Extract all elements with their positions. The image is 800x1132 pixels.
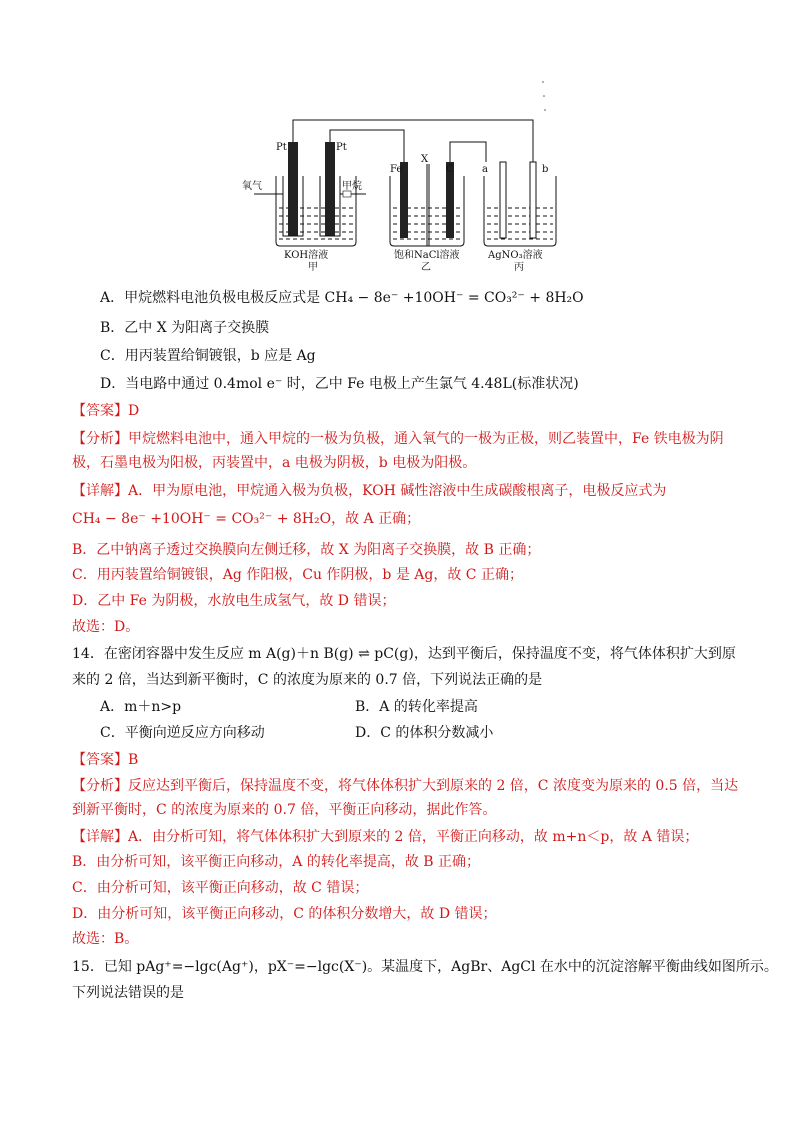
q13-option-b: B．乙中 X 为阳离子交换膜 xyxy=(100,320,270,336)
q14-option-c: C．平衡向逆反应方向移动 xyxy=(100,725,265,741)
label-agno3: AgNO₃溶液 xyxy=(488,250,543,261)
label-oxygen: 氧气 xyxy=(242,181,262,192)
label-pt-right: Pt xyxy=(336,142,347,153)
label-yi: 乙 xyxy=(421,262,431,273)
q13-detail-line1: 【详解】A．甲为原电池，甲烷通入极为负极，KOH 碱性溶液中生成碳酸根离子，电极反应式为 xyxy=(72,483,667,499)
label-x: X xyxy=(421,154,429,165)
q13-choose: 故选：D。 xyxy=(72,619,140,635)
label-fe: Fe xyxy=(390,164,403,175)
q14-choose: 故选：B。 xyxy=(72,931,139,947)
label-bing: 丙 xyxy=(514,262,524,273)
electrochemistry-apparatus-figure xyxy=(236,80,566,280)
q14-option-d: D．C 的体积分数减小 xyxy=(355,725,494,741)
label-b: b xyxy=(542,164,549,175)
label-koh: KOH溶液 xyxy=(284,250,329,261)
q14-detail-d: D．由分析可知，该平衡正向移动，C 的体积分数增大，故 D 错误； xyxy=(72,906,497,922)
q13-detail-line2: CH₄ − 8e⁻ +10OH⁻ = CO₃²⁻ + 8H₂O，故 A 正确； xyxy=(72,511,421,527)
q13-option-a: A．甲烷燃料电池负极电极反应式是 CH₄ − 8e⁻ +10OH⁻ = CO₃²⁻ + 8H₂O xyxy=(100,290,584,306)
q13-option-d: D．当电路中通过 0.4mol e⁻ 时，乙中 Fe 电极上产生氯气 4.48L(标准状况) xyxy=(100,376,579,392)
q15-stem-line2: 下列说法错误的是 xyxy=(72,985,184,1001)
q14-analysis-line1: 【分析】反应达到平衡后，保持温度不变，将气体体积扩大到原来的 2 倍，C 浓度变为原来的 0.5 倍，当达 xyxy=(72,778,739,794)
q13-option-c: C．用丙装置给铜镀银，b 应是 Ag xyxy=(100,348,316,364)
q14-detail-a: 【详解】A．由分析可知，将气体体积扩大到原来的 2 倍，平衡正向移动，故 m+n＜p，故 A 错误； xyxy=(72,829,699,845)
q13-analysis-line1: 【分析】甲烷燃料电池中，通入甲烷的一极为负极，通入氧气的一极为正极，则乙装置中，Fe 铁电极为阴 xyxy=(72,431,724,447)
label-jia: 甲 xyxy=(308,262,318,273)
q14-option-b: B．A 的转化率提高 xyxy=(355,699,478,715)
q13-answer: 【答案】D xyxy=(72,403,140,419)
q14-option-a: A．m＋n>p xyxy=(100,699,182,715)
q13-analysis-line2: 极，石墨电极为阳极，丙装置中，a 电极为阴极，b 电极为阳极。 xyxy=(72,455,477,471)
q13-detail-c: C．用丙装置给铜镀银，Ag 作阳极，Cu 作阴极，b 是 Ag，故 C 正确； xyxy=(72,567,523,583)
label-pt-left: Pt xyxy=(276,142,287,153)
label-a: a xyxy=(482,164,488,175)
q14-answer: 【答案】B xyxy=(72,752,139,768)
q15-stem-line1: 15．已知 pAg⁺=−lgc(Ag⁺)，pX⁻=−lgc(X⁻)。某温度下，AgBr、AgCl 在水中的沉淀溶解平衡曲线如图所示。 xyxy=(72,959,778,975)
q14-analysis-line2: 到新平衡时，C 的浓度为原来的 0.7 倍，平衡正向移动，据此作答。 xyxy=(72,802,497,818)
q13-detail-d: D．乙中 Fe 为阴极，水放电生成氢气，故 D 错误； xyxy=(72,593,396,609)
q14-stem-line2: 来的 2 倍，当达到新平衡时，C 的浓度为原来的 0.7 倍，下列说法正确的是 xyxy=(72,672,543,688)
q13-detail-b: B．乙中钠离子透过交换膜向左侧迁移，故 X 为阳离子交换膜，故 B 正确； xyxy=(72,542,541,558)
label-c: C xyxy=(446,164,454,175)
q14-detail-c: C．由分析可知，该平衡正向移动，故 C 错误； xyxy=(72,880,369,896)
beaker-jia xyxy=(254,142,366,246)
label-methane: 甲烷 xyxy=(342,181,362,192)
label-nacl: 饱和NaCl溶液 xyxy=(394,250,460,261)
q14-stem-line1: 14．在密闭容器中发生反应 m A(g)＋n B(g) ⇌ pC(g)，达到平衡后，保持温度不变，将气体体积扩大到原 xyxy=(72,646,736,662)
q14-detail-b: B．由分析可知，该平衡正向移动，A 的转化率提高，故 B 正确； xyxy=(72,854,481,870)
